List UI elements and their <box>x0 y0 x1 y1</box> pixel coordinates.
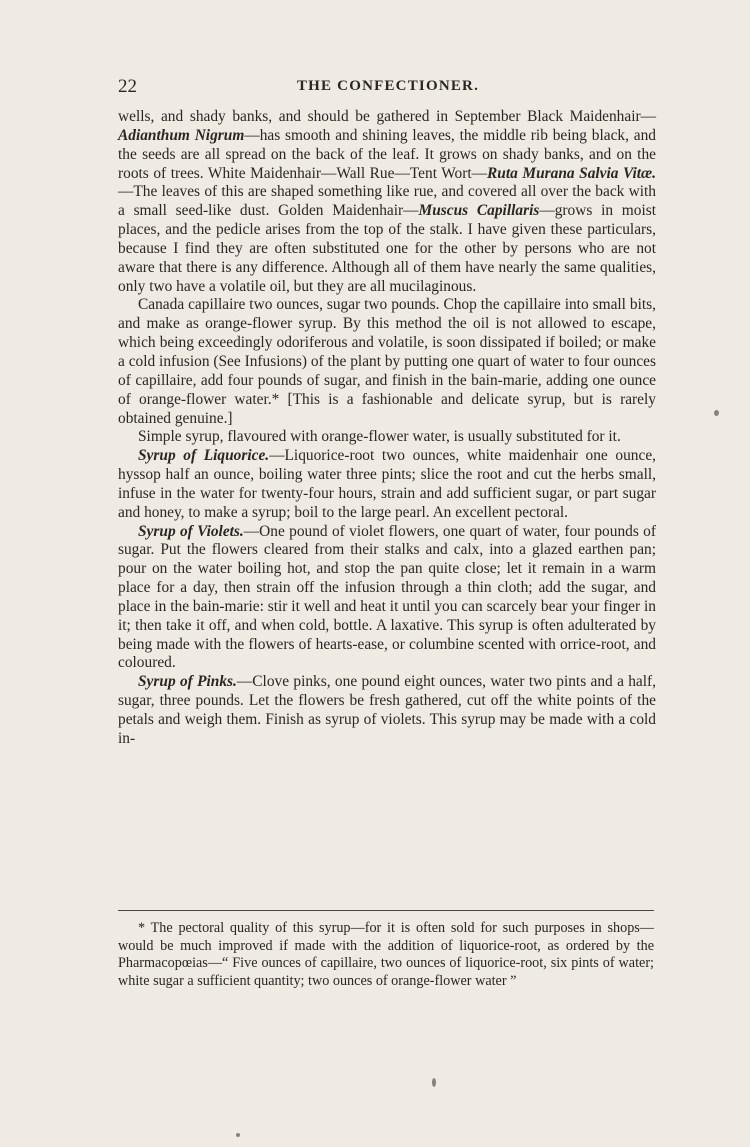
paragraph-maidenhair: wells, and shady banks, and should be gathered in September Black Maidenhair—Adianthum Nigrum—has smooth and shining leaves, the middle rib being black, and the seeds are all spread on the back of the leaf. It grows on shady banks, and on the roots of trees. White Maidenhair—Wall Rue—Tent Wort—Ruta Murana Salvia Vitæ.—The leaves of this are shaped something like rue, and covered all over the back with a small seed-like dust. Golden Maidenhair—Muscus Capillaris—grows in moist places, and the pedicle arises from the top of the stalk. I have given these particulars, because I find they are often substituted one for the other by persons who are not aware that there is any difference. Although all of them have nearly the same qualities, only two have a volatile oil, but they are all mucilaginous. <box>118 108 657 295</box>
paper-speck <box>236 1133 240 1137</box>
recipe-title: Syrup of Violets. <box>138 522 244 540</box>
footnote-text: * The pectoral quality of this syrup—for it is often sold for such purposes in shops—would be much improved if made with the addition of liquorice-root, as ordered by the Pharmacopœias—“ Five ounces of capillaire, two ounces of liquorice-root, six pints of water; white sugar a sufficient quantity; two ounces of orange-flower water ” <box>118 920 654 990</box>
body-text <box>118 108 656 749</box>
paper-speck <box>714 410 719 416</box>
recipe-syrup-of-pinks: Syrup of Pinks.—Clove pinks, one pound eight ounces, water two pints and a half, sugar, three pounds. Let the flowers be fresh gathered, cut off the white points of the petals and weigh them. Finish as syrup of violets. This syrup may be made with a cold in- <box>118 673 657 747</box>
latin-name: Muscus Capillaris <box>418 202 540 220</box>
footnote-divider <box>118 910 654 911</box>
paper-speck <box>432 1078 436 1087</box>
recipe-syrup-of-violets: Syrup of Violets.—One pound of violet flowers, one quart of water, four pounds of sugar. Put the flowers cleared from their stalks and calx, into a glazed earthen pan; pour on the water boiling hot, and stop the pan quite close; let it remain in a warm place for a day, then strain off the infusion through a thin cloth; add the sugar, and place in the bain-marie: stir it well and heat it until you can scarcely bear your finger in it; then take it off, and when cold, bottle. A laxative. This syrup is often adulterated by being made with the flowers of hearts-ease, or columbine scented with orrice-root, and coloured. <box>118 522 656 672</box>
page-header <box>118 76 658 100</box>
footnote <box>118 920 654 991</box>
recipe-title: Syrup of Liquorice. <box>138 447 270 465</box>
recipe-syrup-of-liquorice: Syrup of Liquorice.—Liquorice-root two ounces, white maidenhair one ounce, hyssop half an ounce, boiling water three pints; slice the root and cut the herbs small, infuse in the water for twenty-four hours, strain and add sufficient sugar, or part sugar and honey, to make a syrup; boil to the large pearl. An excellent pectoral. <box>118 447 656 521</box>
running-title: THE CONFECTIONER. <box>296 78 480 94</box>
paragraph-canada-capillaire: Canada capillaire two ounces, sugar two pounds. Chop the capillaire into small bits, and make as orange-flower syrup. By this method the oil is not allowed to escape, which being exceedingly odoriferous and volatile, is soon dissipated if boiled; or make a cold infusion (See Infusions) of the plant by putting one quart of water to four ounces of capillaire, add four pounds of sugar, and finish in the bain-marie, adding one ounce of orange-flower water.* [This is a fashionable and delicate syrup, but is rarely obtained genuine.] <box>118 296 656 427</box>
recipe-title: Syrup of Pinks. <box>138 673 237 691</box>
page-number: 22 <box>118 76 137 97</box>
paragraph-simple-syrup: Simple syrup, flavoured with orange-flower water, is usually substituted for it. <box>138 428 621 446</box>
latin-name: Ruta Murana Salvia Vitæ. <box>487 164 656 182</box>
latin-name: Adianthum Nigrum <box>118 126 245 144</box>
